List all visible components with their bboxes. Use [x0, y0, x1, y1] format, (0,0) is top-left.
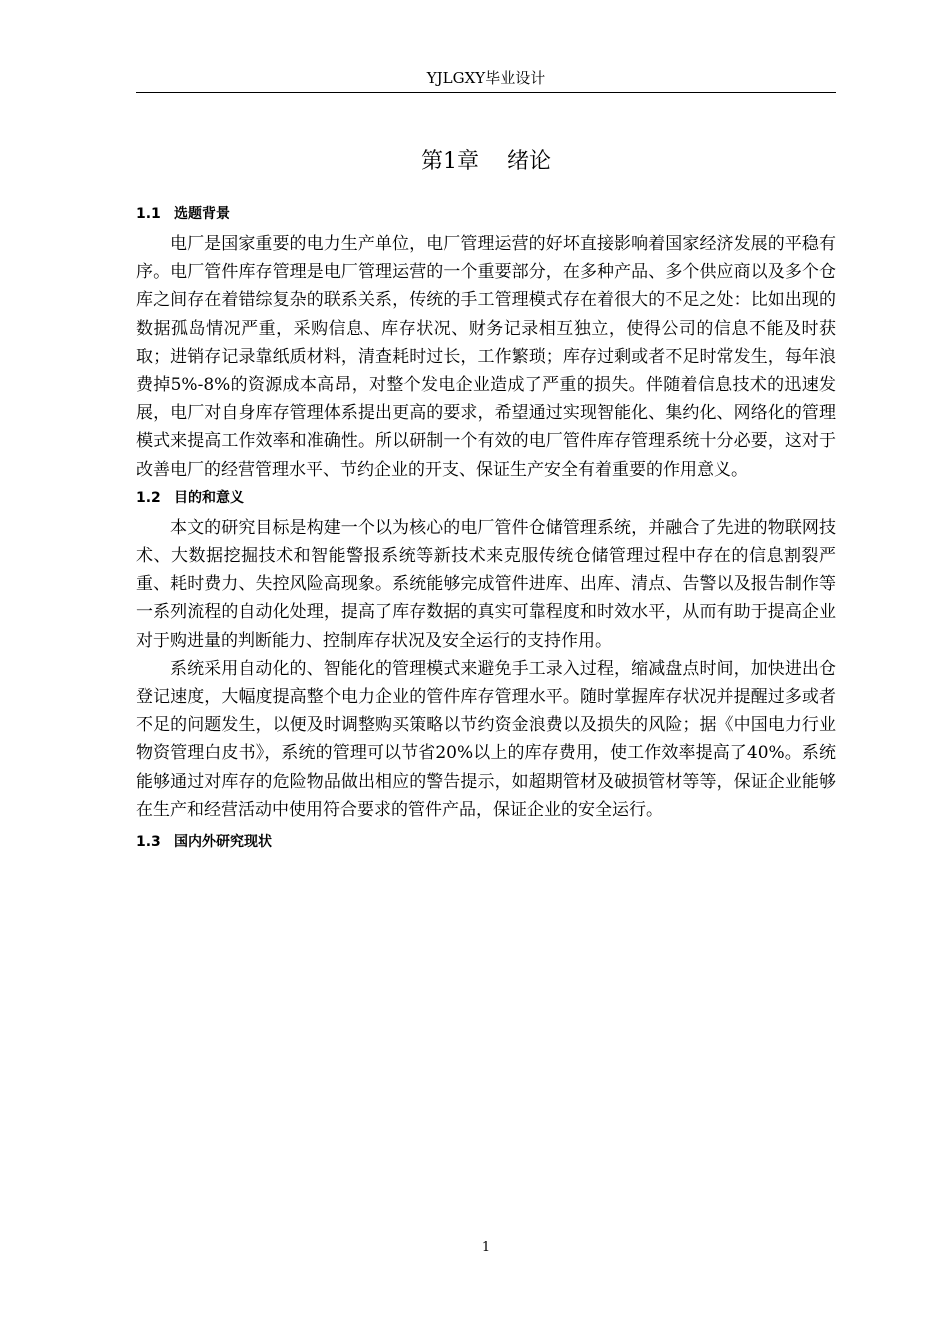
section-number: 1.1 [136, 206, 161, 222]
section-title: 选题背景 [174, 206, 230, 222]
section-title: 目的和意义 [174, 489, 244, 506]
body-content [136, 200, 836, 856]
page-header [136, 66, 836, 93]
page-number: 1 [481, 1240, 491, 1255]
section-heading-1-3 [136, 828, 836, 856]
paragraph: 本文的研究目标是构建一个以为核心的电厂管件仓储管理系统，并融合了先进的物联网技术、大数据挖掘技术和智能警报系统等新技术来克服传统仓储管理过程中存在的信息割裂严重、耗时费力、失控风险高现象。系统能够完成管件进库、出库、清点、告警以及报告制作等一系列流程的自动化处理，提高了库存数据的真实可靠程度和时效水平，从而有助于提高企业对于购进量的判断能力、控制库存状况及安全运行的支持作用。 [136, 517, 836, 651]
header-text: YJLGXY毕业设计 [426, 69, 546, 87]
paragraph: 电厂是国家重要的电力生产单位，电厂管理运营的好坏直接影响着国家经济发展的平稳有序。电厂管件库存管理是电厂管理运营的一个重要部分，在多种产品、多个供应商以及多个仓库之间存在着错综复杂的联系关系，传统的手工管理模式存在着很大的不足之处：比如出现的数据孤岛情况严重，采购信息、库存状况、财务记录相互独立，使得公司的信息不能及时获取；进销存记录靠纸质材料，清查耗时过长，工作繁琐；库存过剩或者不足时常发生，每年浪费掉5%-8%的资源成本高昂，对整个发电企业造成了严重的损失。伴随着信息技术的迅速发展，电厂对自身库存管理体系提出更高的要求，希望通过实现智能化、集约化、网络化的管理模式来提高工作效率和准确性。所以研制一个有效的电厂管件库存管理系统十分必要，这对于改善电厂的经营管理水平、节约企业的开支、保证生产安全有着重要的作用意义。 [136, 234, 836, 480]
section-number: 1.2 [136, 489, 161, 506]
section-heading-1-1 [136, 200, 836, 228]
chapter-title [136, 146, 836, 178]
chapter-name: 绪论 [506, 149, 551, 174]
section-heading-1-2 [136, 484, 836, 512]
chapter-number: 第1章 [420, 149, 479, 174]
section-title: 国内外研究现状 [174, 834, 272, 851]
paragraph: 系统采用自动化的、智能化的管理模式来避免手工录入过程，缩减盘点时间，加快进出仓登记速度，大幅度提高整个电力企业的管件库存管理水平。随时掌握库存状况并提醒过多或者不足的问题发生，以便及时调整购买策略以节约资金浪费以及损失的风险；据《中国电力行业物资管理白皮书》，系统的管理可以节省20%以上的库存费用，使工作效率提高了40%。系统能够通过对库存的危险物品做出相应的警告提示，如超期管材及破损管材等等，保证企业能够在生产和经营活动中使用符合要求的管件产品，保证企业的安全运行。 [136, 658, 836, 820]
section-number: 1.3 [136, 834, 161, 851]
